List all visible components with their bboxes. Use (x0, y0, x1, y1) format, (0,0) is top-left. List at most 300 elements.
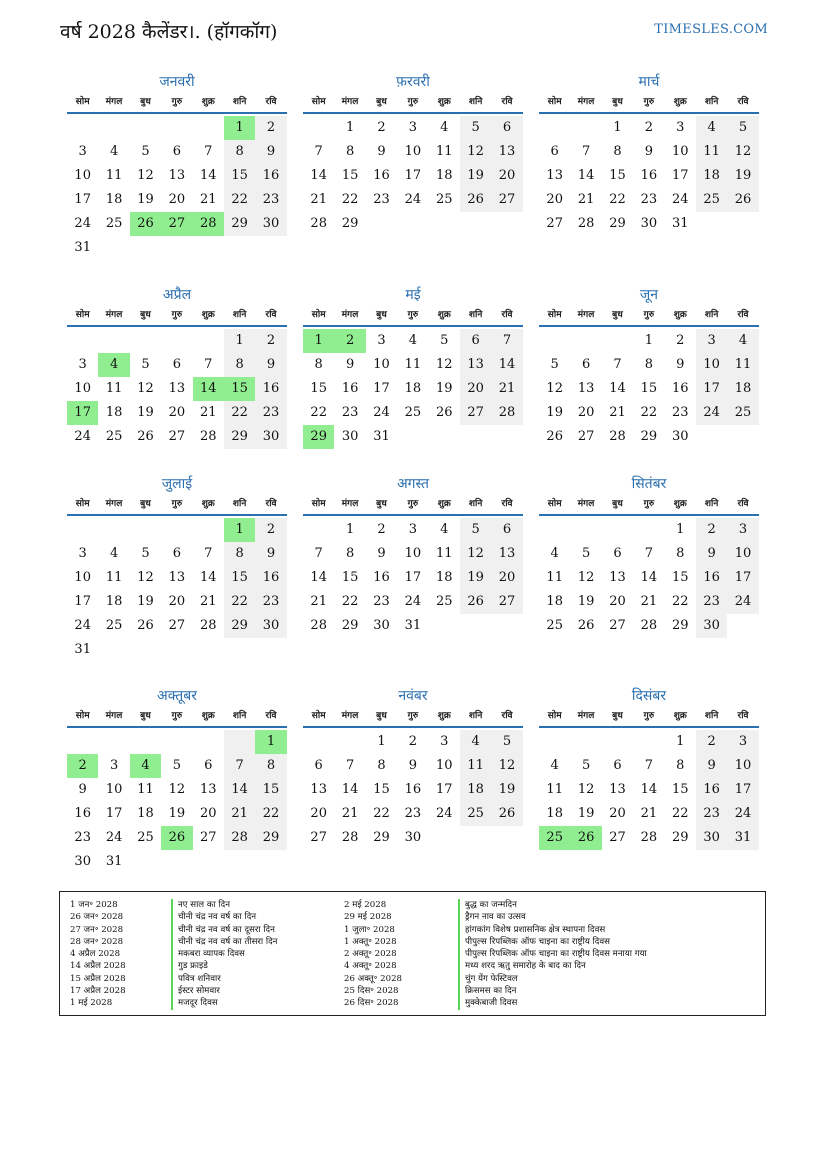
day-cell: 26 (577, 618, 595, 633)
day-cell: 23 (404, 806, 422, 821)
day-cell: 16 (255, 566, 286, 590)
weekday-label: शनि (468, 97, 483, 107)
day-cell: 10 (727, 542, 758, 566)
holiday-day-cell: 15 (224, 377, 255, 401)
empty-cell (570, 116, 601, 140)
day-cell: 7 (204, 357, 213, 372)
day-cell: 2 (408, 734, 417, 749)
legend-names-left (178, 899, 277, 1010)
day-cell: 30 (255, 425, 286, 449)
weekday-label: मंगल (341, 310, 359, 320)
legend-holiday-name: ड्रैगन नाव का उत्सव (465, 912, 526, 923)
day-cell: 23 (255, 188, 286, 212)
weekday-header (539, 496, 759, 516)
day-cell: 8 (676, 758, 685, 773)
day-cell: 6 (172, 144, 181, 159)
day-cell: 30 (255, 614, 286, 638)
weekday-label: शुक्र (201, 711, 215, 721)
day-cell: 21 (224, 802, 255, 826)
weekday-label: बुध (376, 499, 387, 509)
day-cell: 22 (224, 590, 255, 614)
day-cell: 27 (491, 188, 522, 212)
day-cell: 18 (435, 168, 453, 183)
empty-cell (539, 116, 570, 140)
weekday-label: सोम (547, 310, 562, 320)
month-calendar (539, 285, 759, 449)
day-grid (67, 116, 287, 260)
weekday-label: गुरु (171, 711, 183, 721)
day-cell: 21 (199, 405, 217, 420)
weekday-label: बुध (612, 310, 623, 320)
day-cell: 16 (373, 168, 390, 183)
weekday-label: सोम (311, 310, 326, 320)
day-grid (303, 116, 523, 236)
day-cell: 3 (78, 357, 87, 372)
day-cell: 12 (577, 570, 595, 585)
day-cell: 8 (224, 542, 255, 566)
day-cell: 4 (696, 116, 727, 140)
weekday-header (67, 496, 287, 516)
day-cell: 24 (671, 192, 689, 207)
day-cell: 1 (676, 734, 685, 749)
month-name: जुलाई (161, 476, 193, 492)
weekday-label: रवि (737, 310, 749, 320)
day-cell: 31 (373, 429, 390, 444)
day-cell: 30 (671, 429, 689, 444)
day-cell: 21 (640, 806, 658, 821)
day-cell: 14 (640, 570, 658, 585)
day-cell: 26 (460, 590, 491, 614)
weekday-label: सोम (547, 499, 562, 509)
day-cell: 22 (341, 192, 359, 207)
day-cell: 21 (341, 806, 359, 821)
day-cell: 21 (310, 594, 327, 609)
weekday-label: शनि (468, 711, 483, 721)
empty-cell (303, 518, 334, 542)
day-cell: 1 (224, 329, 255, 353)
day-cell: 3 (78, 144, 87, 159)
day-cell: 12 (137, 168, 154, 183)
day-cell: 6 (581, 357, 591, 372)
legend-date: 4 अक्तू॰ 2028 (344, 961, 397, 972)
legend-holiday-name: मध्य शरद ऋतु समारोह के बाद का दिन (465, 961, 586, 972)
day-cell: 8 (676, 546, 685, 561)
day-cell: 13 (168, 168, 186, 183)
legend-holiday-name: ईस्टर सोमवार (178, 986, 220, 997)
weekday-label: रवि (265, 499, 277, 509)
holiday-legend (59, 891, 766, 1016)
site-link[interactable]: TIMESLES.COM (654, 22, 768, 37)
weekday-label: रवि (737, 499, 749, 509)
month-calendar (539, 72, 759, 236)
day-cell: 17 (74, 594, 91, 609)
empty-cell (161, 116, 192, 140)
day-cell: 5 (460, 518, 491, 542)
day-cell: 8 (345, 546, 355, 561)
day-cell: 24 (404, 594, 422, 609)
day-cell: 24 (727, 590, 758, 614)
month-name: फ़रवरी (396, 74, 430, 90)
day-cell: 3 (78, 546, 87, 561)
day-cell: 30 (74, 854, 91, 869)
empty-cell (633, 730, 664, 754)
day-cell: 11 (460, 754, 491, 778)
weekday-label: शुक्र (673, 310, 687, 320)
day-cell: 22 (609, 192, 626, 207)
day-cell: 21 (199, 192, 217, 207)
day-cell: 5 (491, 730, 522, 754)
empty-cell (602, 730, 633, 754)
day-cell: 4 (109, 144, 119, 159)
day-cell: 4 (550, 758, 559, 773)
day-cell: 18 (727, 377, 758, 401)
day-cell: 19 (435, 381, 453, 396)
weekday-label: रवि (501, 499, 513, 509)
legend-date: 26 दिस॰ 2028 (344, 998, 399, 1009)
day-cell: 10 (404, 546, 422, 561)
day-cell: 26 (435, 405, 453, 420)
day-cell: 28 (224, 826, 255, 850)
weekday-label: बुध (140, 97, 151, 107)
weekday-label: शुक्र (437, 97, 451, 107)
day-cell: 29 (671, 618, 689, 633)
day-cell: 31 (404, 618, 422, 633)
weekday-label: शुक्र (437, 499, 451, 509)
day-cell: 6 (613, 758, 622, 773)
holiday-day-cell: 27 (161, 212, 192, 236)
weekday-label: शुक्र (673, 97, 687, 107)
day-cell: 24 (727, 802, 758, 826)
weekday-label: मंगल (577, 499, 595, 509)
empty-cell (193, 518, 224, 542)
month-calendar (303, 686, 523, 850)
day-cell: 19 (460, 164, 491, 188)
weekday-label: गुरु (643, 711, 655, 721)
day-cell: 29 (341, 618, 359, 633)
day-cell: 10 (373, 357, 390, 372)
day-cell: 20 (491, 566, 522, 590)
day-cell: 3 (408, 120, 417, 135)
day-cell: 29 (224, 212, 255, 236)
weekday-label: शुक्र (201, 310, 215, 320)
legend-date: 2 अक्तू॰ 2028 (344, 949, 397, 960)
day-cell: 8 (224, 353, 255, 377)
day-cell: 19 (546, 405, 563, 420)
weekday-label: सोम (311, 711, 326, 721)
legend-date: 29 मई 2028 (344, 912, 392, 923)
legend-divider (458, 899, 460, 1010)
weekday-label: सोम (75, 97, 90, 107)
day-cell: 9 (377, 546, 386, 561)
day-cell: 16 (696, 778, 727, 802)
day-cell: 2 (696, 518, 727, 542)
weekday-header (303, 496, 523, 516)
day-cell: 3 (440, 734, 449, 749)
empty-cell (98, 116, 129, 140)
day-cell: 30 (696, 826, 727, 850)
day-cell: 26 (491, 802, 522, 826)
month-name: जून (639, 287, 659, 303)
weekday-label: रवि (737, 97, 749, 107)
day-cell: 31 (74, 240, 91, 255)
weekday-label: सोम (547, 711, 562, 721)
day-cell: 20 (310, 806, 327, 821)
day-cell: 18 (546, 806, 563, 821)
legend-holiday-name: गुड फ्राइडे (178, 961, 208, 972)
day-cell: 13 (491, 140, 522, 164)
weekday-header (539, 94, 759, 114)
day-cell: 27 (491, 590, 522, 614)
day-cell: 9 (408, 758, 417, 773)
day-cell: 29 (224, 614, 255, 638)
day-cell: 16 (341, 381, 359, 396)
month-name: अगस्त (396, 476, 429, 492)
day-cell: 14 (310, 168, 327, 183)
legend-holiday-name: हांगकांग विशेष प्रशासनिक क्षेत्र स्थापना दिवस (465, 924, 606, 935)
day-cell: 13 (546, 168, 563, 183)
month-name: दिसंबर (631, 688, 667, 704)
month-calendar (539, 686, 759, 850)
day-cell: 17 (727, 566, 758, 590)
day-cell: 24 (74, 429, 91, 444)
legend-holiday-name: पवित्र शनिवार (178, 973, 221, 984)
holiday-day-cell: 26 (570, 826, 601, 850)
empty-cell (130, 518, 161, 542)
day-cell: 9 (696, 754, 727, 778)
weekday-label: मंगल (105, 711, 123, 721)
day-cell: 25 (727, 401, 758, 425)
weekday-label: मंगल (341, 499, 359, 509)
weekday-header (67, 708, 287, 728)
day-grid (67, 329, 287, 449)
day-cell: 11 (546, 782, 563, 797)
empty-cell (161, 329, 192, 353)
day-cell: 5 (141, 546, 150, 561)
day-cell: 1 (676, 522, 685, 537)
day-cell: 4 (550, 546, 559, 561)
day-cell: 15 (341, 570, 359, 585)
day-cell: 13 (609, 782, 626, 797)
day-cell: 14 (310, 570, 327, 585)
weekday-header (67, 307, 287, 327)
weekday-label: सोम (311, 97, 326, 107)
weekday-header (303, 94, 523, 114)
holiday-day-cell: 26 (130, 212, 161, 236)
day-cell: 15 (310, 381, 327, 396)
empty-cell (633, 518, 664, 542)
empty-cell (303, 730, 334, 754)
day-cell: 18 (105, 192, 123, 207)
day-cell: 11 (727, 353, 758, 377)
day-cell: 20 (491, 164, 522, 188)
day-cell: 16 (255, 164, 286, 188)
day-cell: 6 (613, 546, 622, 561)
empty-cell (67, 730, 98, 754)
day-cell: 8 (644, 357, 653, 372)
month-name: नवंबर (398, 688, 428, 704)
weekday-label: गुरु (407, 97, 419, 107)
day-cell: 21 (310, 192, 327, 207)
day-cell: 10 (74, 570, 91, 585)
month-calendar (67, 474, 287, 662)
day-cell: 25 (546, 618, 563, 633)
weekday-label: शनि (704, 499, 719, 509)
day-cell: 29 (373, 830, 390, 845)
day-cell: 18 (460, 778, 491, 802)
empty-cell (67, 518, 98, 542)
weekday-label: सोम (547, 97, 562, 107)
day-cell: 15 (373, 782, 390, 797)
day-grid (303, 518, 523, 638)
weekday-label: शनि (232, 97, 247, 107)
day-cell: 20 (168, 405, 186, 420)
weekday-header (539, 307, 759, 327)
day-cell: 2 (676, 333, 685, 348)
holiday-day-cell: 29 (303, 425, 334, 449)
weekday-label: बुध (376, 97, 387, 107)
empty-cell (570, 518, 601, 542)
day-cell: 25 (105, 429, 123, 444)
weekday-label: बुध (140, 310, 151, 320)
day-cell: 15 (671, 782, 689, 797)
legend-date: 26 अक्तू॰ 2028 (344, 973, 402, 984)
day-cell: 17 (696, 377, 727, 401)
weekday-label: शनि (704, 310, 719, 320)
empty-cell (98, 730, 129, 754)
day-cell: 23 (341, 405, 359, 420)
day-grid (539, 329, 759, 449)
day-cell: 14 (199, 570, 217, 585)
weekday-label: बुध (140, 499, 151, 509)
day-cell: 23 (255, 401, 286, 425)
legend-date: 25 दिस॰ 2028 (344, 986, 399, 997)
holiday-day-cell: 1 (303, 329, 334, 353)
day-cell: 19 (137, 192, 154, 207)
day-cell: 11 (137, 782, 154, 797)
day-cell: 12 (577, 782, 595, 797)
day-cell: 5 (141, 357, 150, 372)
holiday-day-cell: 4 (130, 754, 161, 778)
weekday-label: गुरु (643, 499, 655, 509)
day-cell: 5 (141, 144, 150, 159)
day-cell: 12 (727, 140, 758, 164)
day-cell: 8 (377, 758, 386, 773)
day-cell: 5 (460, 116, 491, 140)
day-cell: 1 (345, 522, 355, 537)
day-cell: 6 (314, 758, 323, 773)
day-cell: 7 (581, 144, 591, 159)
day-cell: 14 (609, 381, 626, 396)
day-cell: 24 (435, 806, 453, 821)
day-cell: 18 (435, 570, 453, 585)
empty-cell (539, 329, 570, 353)
legend-date: 4 अप्रैल 2028 (70, 949, 121, 960)
legend-date: 28 जन॰ 2028 (70, 936, 124, 947)
day-cell: 28 (341, 830, 359, 845)
day-cell: 4 (109, 546, 119, 561)
day-cell: 17 (373, 381, 390, 396)
legend-holiday-name: चीनी चंद्र नव वर्ष का तीसरा दिन (178, 936, 278, 947)
day-cell: 4 (727, 329, 758, 353)
day-cell: 31 (74, 642, 91, 657)
day-cell: 30 (640, 216, 658, 231)
day-cell: 7 (314, 144, 323, 159)
day-grid (67, 518, 287, 662)
day-cell: 7 (314, 546, 323, 561)
day-cell: 17 (671, 168, 689, 183)
day-cell: 29 (671, 830, 689, 845)
day-cell: 27 (546, 216, 563, 231)
day-cell: 29 (341, 216, 359, 231)
legend-holiday-name: चुंग येंग फेस्टिवल (465, 973, 518, 984)
day-cell: 28 (310, 618, 327, 633)
month-calendar (67, 285, 287, 449)
day-cell: 18 (105, 594, 123, 609)
day-cell: 8 (255, 754, 286, 778)
weekday-label: सोम (75, 499, 90, 509)
day-cell: 9 (345, 357, 355, 372)
day-cell: 7 (613, 357, 622, 372)
day-cell: 25 (105, 618, 123, 633)
day-cell: 7 (345, 758, 355, 773)
day-cell: 20 (577, 405, 595, 420)
month-calendar (67, 72, 287, 260)
weekday-label: शुक्र (437, 711, 451, 721)
day-cell: 3 (377, 333, 386, 348)
day-cell: 8 (345, 144, 355, 159)
weekday-label: मंगल (105, 97, 123, 107)
legend-holiday-name: पीपुल्स रिपब्लिक ऑफ चाइना का राष्ट्रीय दिवस मनाया गया (465, 949, 647, 960)
day-cell: 11 (105, 168, 123, 183)
empty-cell (193, 730, 224, 754)
day-cell: 4 (408, 333, 417, 348)
legend-date: 1 मई 2028 (70, 998, 113, 1009)
day-cell: 27 (168, 429, 186, 444)
weekday-label: गुरु (171, 310, 183, 320)
day-cell: 22 (373, 806, 390, 821)
day-cell: 29 (609, 216, 626, 231)
day-cell: 6 (550, 144, 559, 159)
day-cell: 1 (377, 734, 386, 749)
day-cell: 10 (435, 758, 453, 773)
month-name: अप्रैल (162, 287, 192, 303)
legend-date: 26 जन॰ 2028 (70, 912, 124, 923)
weekday-label: गुरु (643, 97, 655, 107)
legend-date: 17 अप्रैल 2028 (70, 986, 126, 997)
day-cell: 20 (460, 377, 491, 401)
weekday-label: मंगल (341, 711, 359, 721)
day-cell: 15 (224, 566, 255, 590)
day-cell: 27 (199, 830, 217, 845)
weekday-label: शनि (468, 310, 483, 320)
day-cell: 6 (460, 329, 491, 353)
weekday-label: शुक्र (201, 97, 215, 107)
weekday-label: गुरु (407, 499, 419, 509)
day-cell: 27 (168, 618, 186, 633)
day-cell: 25 (460, 802, 491, 826)
weekday-label: बुध (376, 310, 387, 320)
day-cell: 22 (640, 405, 658, 420)
weekday-header (67, 94, 287, 114)
legend-holiday-name: नए साल का दिन (178, 900, 230, 910)
weekday-label: मंगल (341, 97, 359, 107)
day-cell: 13 (609, 570, 626, 585)
day-cell: 10 (74, 381, 91, 396)
day-cell: 13 (577, 381, 595, 396)
legend-date: 1 अक्तू॰ 2028 (344, 936, 397, 947)
empty-cell (193, 116, 224, 140)
day-cell: 30 (255, 212, 286, 236)
